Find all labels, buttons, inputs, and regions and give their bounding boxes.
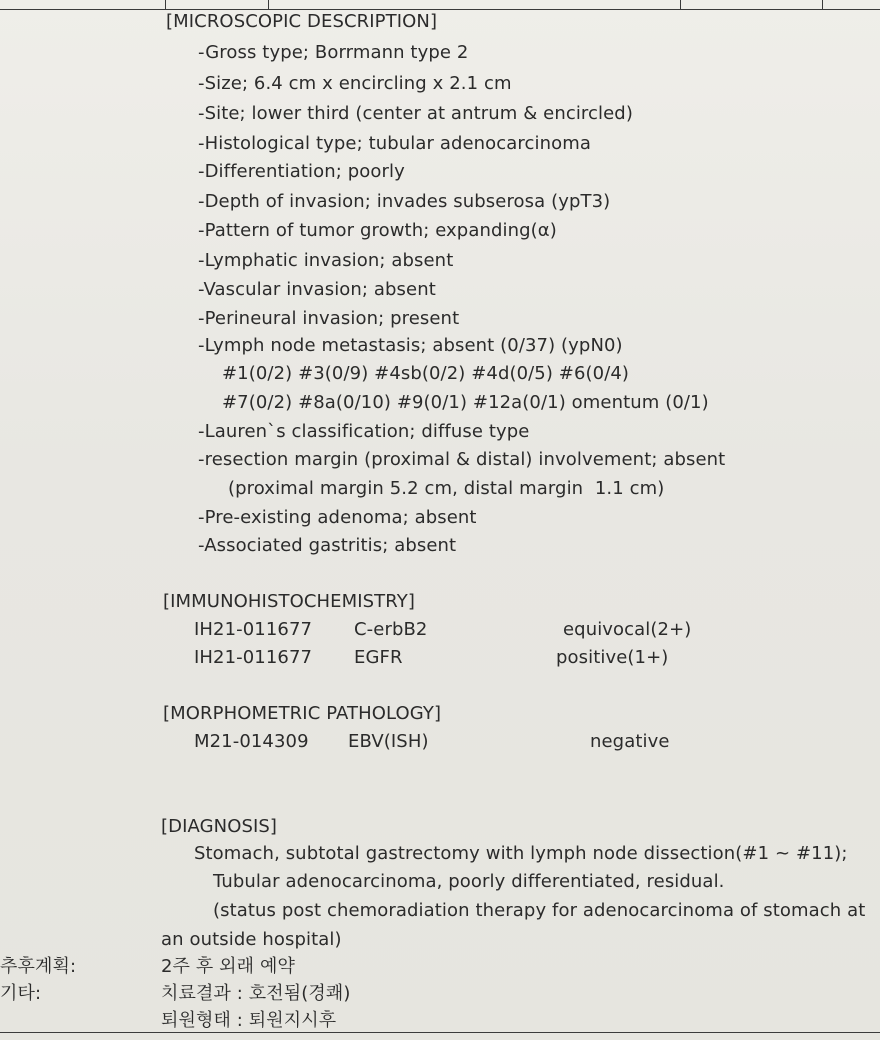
morphometric-marker: EBV(ISH) <box>348 731 429 752</box>
lymph-node-stations: #1(0/2) #3(0/9) #4sb(0/2) #4d(0/5) #6(0/4) <box>222 363 630 384</box>
microscopic-item: -Size; 6.4 cm x encircling x 2.1 cm <box>198 73 512 94</box>
diagnosis-line: (status post chemoradiation therapy for adenocarcinoma of stomach at <box>213 900 866 921</box>
margin-detail: (proximal margin 5.2 cm, distal margin 1.1 cm) <box>228 478 665 499</box>
microscopic-item: -Associated gastritis; absent <box>198 535 457 556</box>
morphometric-result: negative <box>590 731 670 752</box>
microscopic-item: -Histological type; tubular adenocarcinoma <box>198 133 591 154</box>
other-label: 기타: <box>0 983 42 1004</box>
microscopic-item: -Lymphatic invasion; absent <box>198 250 454 271</box>
ihc-result: equivocal(2+) <box>563 619 692 640</box>
followup-label: 추후계획: <box>0 956 77 977</box>
microscopic-item: -Pattern of tumor growth; expanding(α) <box>198 220 557 241</box>
ihc-result: positive(1+) <box>556 647 669 668</box>
microscopic-item: -Lymph node metastasis; absent (0/37) (ypN0) <box>198 335 623 356</box>
diagnosis-line: an outside hospital) <box>161 929 342 950</box>
microscopic-item: -Depth of invasion; invades subserosa (ypT3) <box>198 191 611 212</box>
ihc-specimen-id: IH21-011677 <box>194 619 313 640</box>
followup-value: 2주 후 외래 예약 <box>161 956 295 977</box>
microscopic-item: -Gross type; Borrmann type 2 <box>198 42 469 63</box>
section-heading-microscopic: [MICROSCOPIC DESCRIPTION] <box>166 11 438 32</box>
section-heading-morphometric: [MORPHOMETRIC PATHOLOGY] <box>163 703 442 724</box>
microscopic-item: -Differentiation; poorly <box>198 161 405 182</box>
top-rule <box>0 9 880 10</box>
table-divider <box>165 0 166 9</box>
table-divider <box>822 0 823 9</box>
ihc-specimen-id: IH21-011677 <box>194 647 313 668</box>
morphometric-specimen-id: M21-014309 <box>194 731 309 752</box>
diagnosis-line: Tubular adenocarcinoma, poorly differentiated, residual. <box>213 871 725 892</box>
lymph-node-stations: #7(0/2) #8a(0/10) #9(0/1) #12a(0/1) omentum (0/1) <box>222 392 709 413</box>
table-divider <box>680 0 681 9</box>
microscopic-item: -resection margin (proximal & distal) involvement; absent <box>198 449 726 470</box>
microscopic-item: -Vascular invasion; absent <box>198 279 436 300</box>
discharge-type: 퇴원형태 : 퇴원지시후 <box>161 1010 337 1031</box>
table-divider <box>268 0 269 9</box>
diagnosis-line: Stomach, subtotal gastrectomy with lymph node dissection(#1 ~ #11); <box>194 843 848 864</box>
bottom-rule <box>0 1032 880 1033</box>
section-heading-diagnosis: [DIAGNOSIS] <box>161 816 278 837</box>
treatment-result: 치료결과 : 호전됨(경쾌) <box>161 983 351 1004</box>
microscopic-item: -Perineural invasion; present <box>198 308 460 329</box>
section-heading-ihc: [IMMUNOHISTOCHEMISTRY] <box>163 591 415 612</box>
ihc-marker: C-erbB2 <box>354 619 428 640</box>
ihc-marker: EGFR <box>354 647 403 668</box>
microscopic-item: -Pre-existing adenoma; absent <box>198 507 477 528</box>
microscopic-item: -Lauren`s classification; diffuse type <box>198 421 530 442</box>
microscopic-item: -Site; lower third (center at antrum & encircled) <box>198 103 633 124</box>
